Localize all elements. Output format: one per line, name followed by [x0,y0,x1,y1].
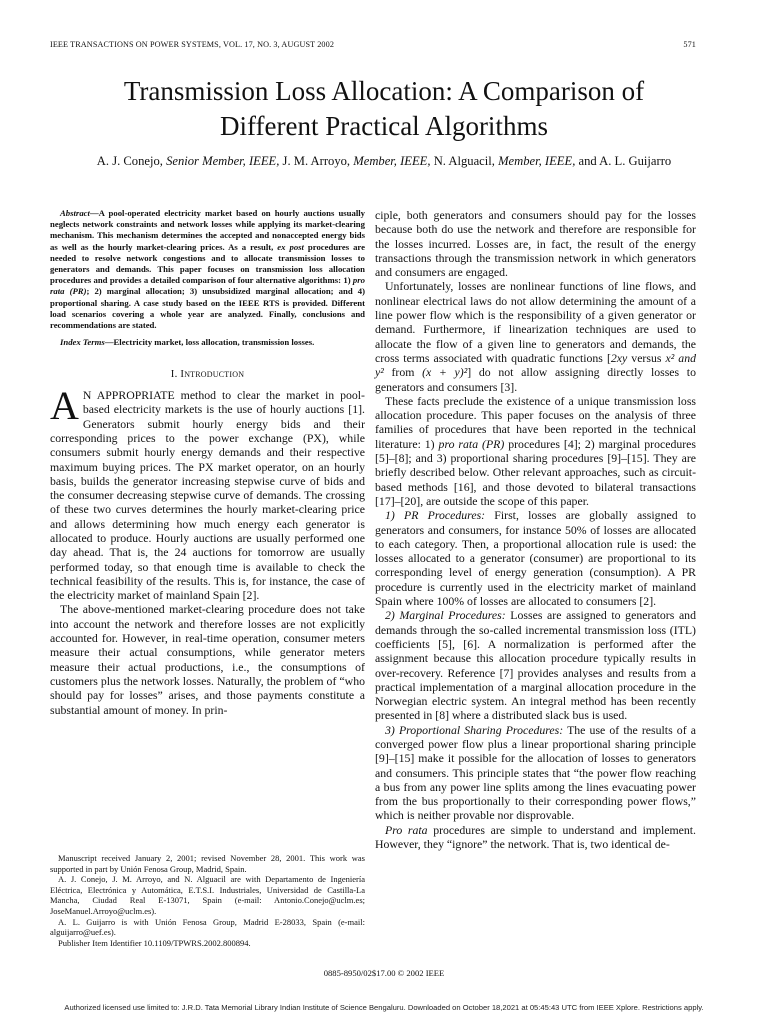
paragraph-text: ] do not allow assigning directly losses to generators and consumers [3]. [375,365,696,394]
paragraph [375,508,696,608]
author-name: A. J. Conejo, [96,154,163,168]
footnote-text: A. L. Guijarro is with Unión Fenosa Group, Madrid E-28033, Spain (e-mail: alguijarro@uef.es). [50,916,365,938]
paragraph [375,208,696,279]
paragraph-text: The use of the results of a converged power flow plus a linear proportional sharing principle [9]–[15] make it possible for the allocation of losses to generators and consumers. This principle states that “the power flow reaching a bus from any power line splits among the lines evacuating power from the bus proportionally to their corresponding power flows,” which is neither provable nor disprovable. [375,722,696,823]
paragraph [375,823,696,852]
subsection-heading: 3) Proportional Sharing Procedures: [385,722,564,737]
math-expression: (x + y)² [422,365,468,380]
author-role: Member, IEEE, [498,154,576,168]
paragraph-text: The above-mentioned market-clearing procedure does not take into account the network and therefore losses are not explicitly accounted for. However, in real-time operation, consumer meters measure their actual consumptions, while generator meters measure their actual productions, i.e., the consumptions of customers plus the network losses. Naturally, the problem of “who should pay for losses” arises, and those payments constitute a substantial amount of money. In prin- [50,602,365,717]
subsection-heading: 2) Marginal Procedures: [385,608,506,623]
paper-title [40,74,728,144]
footnote-text: Publisher Item Identifier 10.1109/TPWRS.2002.800894. [58,937,251,948]
index-terms-text: —Electricity market, loss allocation, transmission losses. [104,337,315,348]
section-title: Introduction [180,368,245,381]
drop-cap: A [50,383,79,429]
paragraph [375,723,696,823]
title-line-2: Different Practical Algorithms [220,111,548,141]
running-head [50,40,696,49]
journal-citation: IEEE TRANSACTIONS ON POWER SYSTEMS, VOL. 17, NO. 3, AUGUST 2002 [50,40,335,49]
paragraph [375,394,696,508]
paragraph [50,383,365,603]
abstract-text: ex post [277,241,304,252]
footnote [50,853,365,948]
license-notice: Authorized licensed use limited to: J.R.D. Tata Memorial Library Indian Institute of Science Bengaluru. Downloaded on October 18,2021 at 05:45:43 UTC from IEEE Xplore. Restrictions apply. [64,1003,704,1012]
subsection-heading: 1) PR Procedures: [385,508,486,523]
abstract [50,208,365,331]
title-line-1: Transmission Loss Allocation: A Comparison of [123,76,645,106]
paragraph-text: Losses are assigned to generators and demands through the so-called incremental transmission loss (ITL) coefficients [5], [6]. A normalization is performed after the assignment because this allocation procedure typically results in over-recovery. Reference [7] provides analyses and results from a practical implementation of a marginal allocation procedure in the Norwegian electric system. An integral method has been recently presented in [8] where a distributed slack bus is used. [375,608,696,723]
index-terms [50,337,365,348]
index-terms-label: Index Terms [60,337,105,348]
section-heading [50,368,365,382]
paragraph [375,279,696,393]
author-role: Senior Member, IEEE, [166,154,280,168]
paragraph-text: pro rata (PR) [438,436,505,451]
footnote-text: Manuscript received January 2, 2001; revised November 28, 2001. This work was supported in part by Unión Fenosa Group, Madrid, Spain. [50,853,365,874]
paragraph-text: procedures [4]; 2) marginal procedures [5]–[8]; and 3) proportional sharing procedures [9]–[15]. They are briefly described below. Other relevant approaches, such as circuit-based methods [16], and those devoted to bilateral transactions [17]–[20], are outside the scope of this paper. [375,436,697,508]
abstract-text: procedures are needed to resolve network congestions and to allocate transmission losses to generators and demands. This paper focuses on transmission loss allocation procedures and provides a detailed comparison of four alternative algorithms: 1) [50,241,365,286]
abstract-label: Abstract [60,208,90,218]
copyright-line: 0885-8950/02$17.00 © 2002 IEEE [323,968,445,978]
author-name: N. Alguacil, [433,154,495,168]
author-list [30,153,738,169]
page-number: 571 [683,40,696,49]
paragraph-text: Pro rata [385,822,428,837]
paragraph-text: N APPROPRIATE method to clear the market in pool-based electricity markets is the use of hourly auctions [1]. Generators submit hourly energy bids and their corresponding prices to the power exchange (PX), while consumers submit hourly energy demands and their respective maximum buying prices. The PX market operator, on an hourly basis, builds the generator increasing stepwise curve of bids and the consumer decreasing stepwise curve of demands. The crossing of these two curves determines the hourly market-clearing price and allows determining how much energy each generator is allocated to produce. Hourly auctions are usually performed one day ahead. That is, the 24 auctions for tomorrow are usually performed today, so that enough time is available to check the technical feasibility of the results. This is, for instance, the case of the electricity market of mainland Spain [2]. [50,388,365,603]
left-column [50,208,365,717]
right-column [375,208,696,851]
paragraph-text: First, losses are globally assigned to generators and consumers, for instance 50% of losses are allocated to each category. Then, a proportional allocation rule is used: the losses allocated to a generator (consumer) are proportional to its corresponding level of energy generation (consumption). A PR procedure is currently used in the electricity market of mainland Spain where 100% of losses are allocated to consumers [2]. [375,508,696,609]
paragraph-text: from [383,365,423,380]
paragraph-text: These facts preclude the existence of a unique transmission loss allocation procedure. This paper focuses on the analysis of three families of procedures that have been reported in the technical literature: 1) [375,393,696,451]
math-expression: 2xy [610,350,628,365]
paragraph [375,608,696,722]
section-number: I. [170,368,181,381]
author-name: J. M. Arroyo, [282,154,351,168]
footnote-text: A. J. Conejo, J. M. Arroyo, and N. Alguacil are with Departamento de Ingeniería Eléctrica, Electrónica y Automática, E.T.S.I. Industriales, Universidad de Castilla-La Mancha, Ciudad Real E-13071, Spain (e-mail: Antonio.Conejo@uclm.es; JoseManuel.Arroyo@uclm.es). [50,874,365,916]
author-role: Member, IEEE, [353,154,431,168]
paragraph-text: versus [627,350,666,365]
abstract-text: pro rata (PR) [50,275,365,297]
math-expression: x² and y² [375,350,696,380]
author-name: and A. L. Guijarro [578,154,672,168]
abstract-text: ; 2) marginal allocation; 3) unsubsidized marginal allocation; and 4) proportional sharing. A case study based on the IEEE RTS is provided. Different load scenarios covering a whole year are analyzed. Finally, conclusions and recommendations are stated. [50,286,365,331]
abstract-text: —A pool-operated electricity market based on hourly auctions usually neglects network constraints and network losses while applying its market-clearing mechanism. This mechanism determines the accepted and nonaccepted energy bids as well as the hourly market-clearing prices. As a result, [50,208,365,252]
paragraph-text: ciple, both generators and consumers should pay for the losses because both do use the network and therefore are responsible for the losses incurred. Losses are, in fact, the result of the energy transactions through the transmission network in which generators and consumers are engaged. [375,208,696,280]
paragraph-text: Unfortunately, losses are nonlinear functions of line flows, and nonlinear electrical laws do not allow determining the amount of a line power flow which is the responsibility of a given generator or demand. Furthermore, if linearization techniques are used to allocate the flow of a given line to generators and demands, the cross terms associated with quadratic functions [ [375,279,696,365]
paragraph-text: procedures are simple to understand and implement. However, they “ignore” the network. That is, two identical de- [375,822,696,852]
paragraph [50,602,365,716]
